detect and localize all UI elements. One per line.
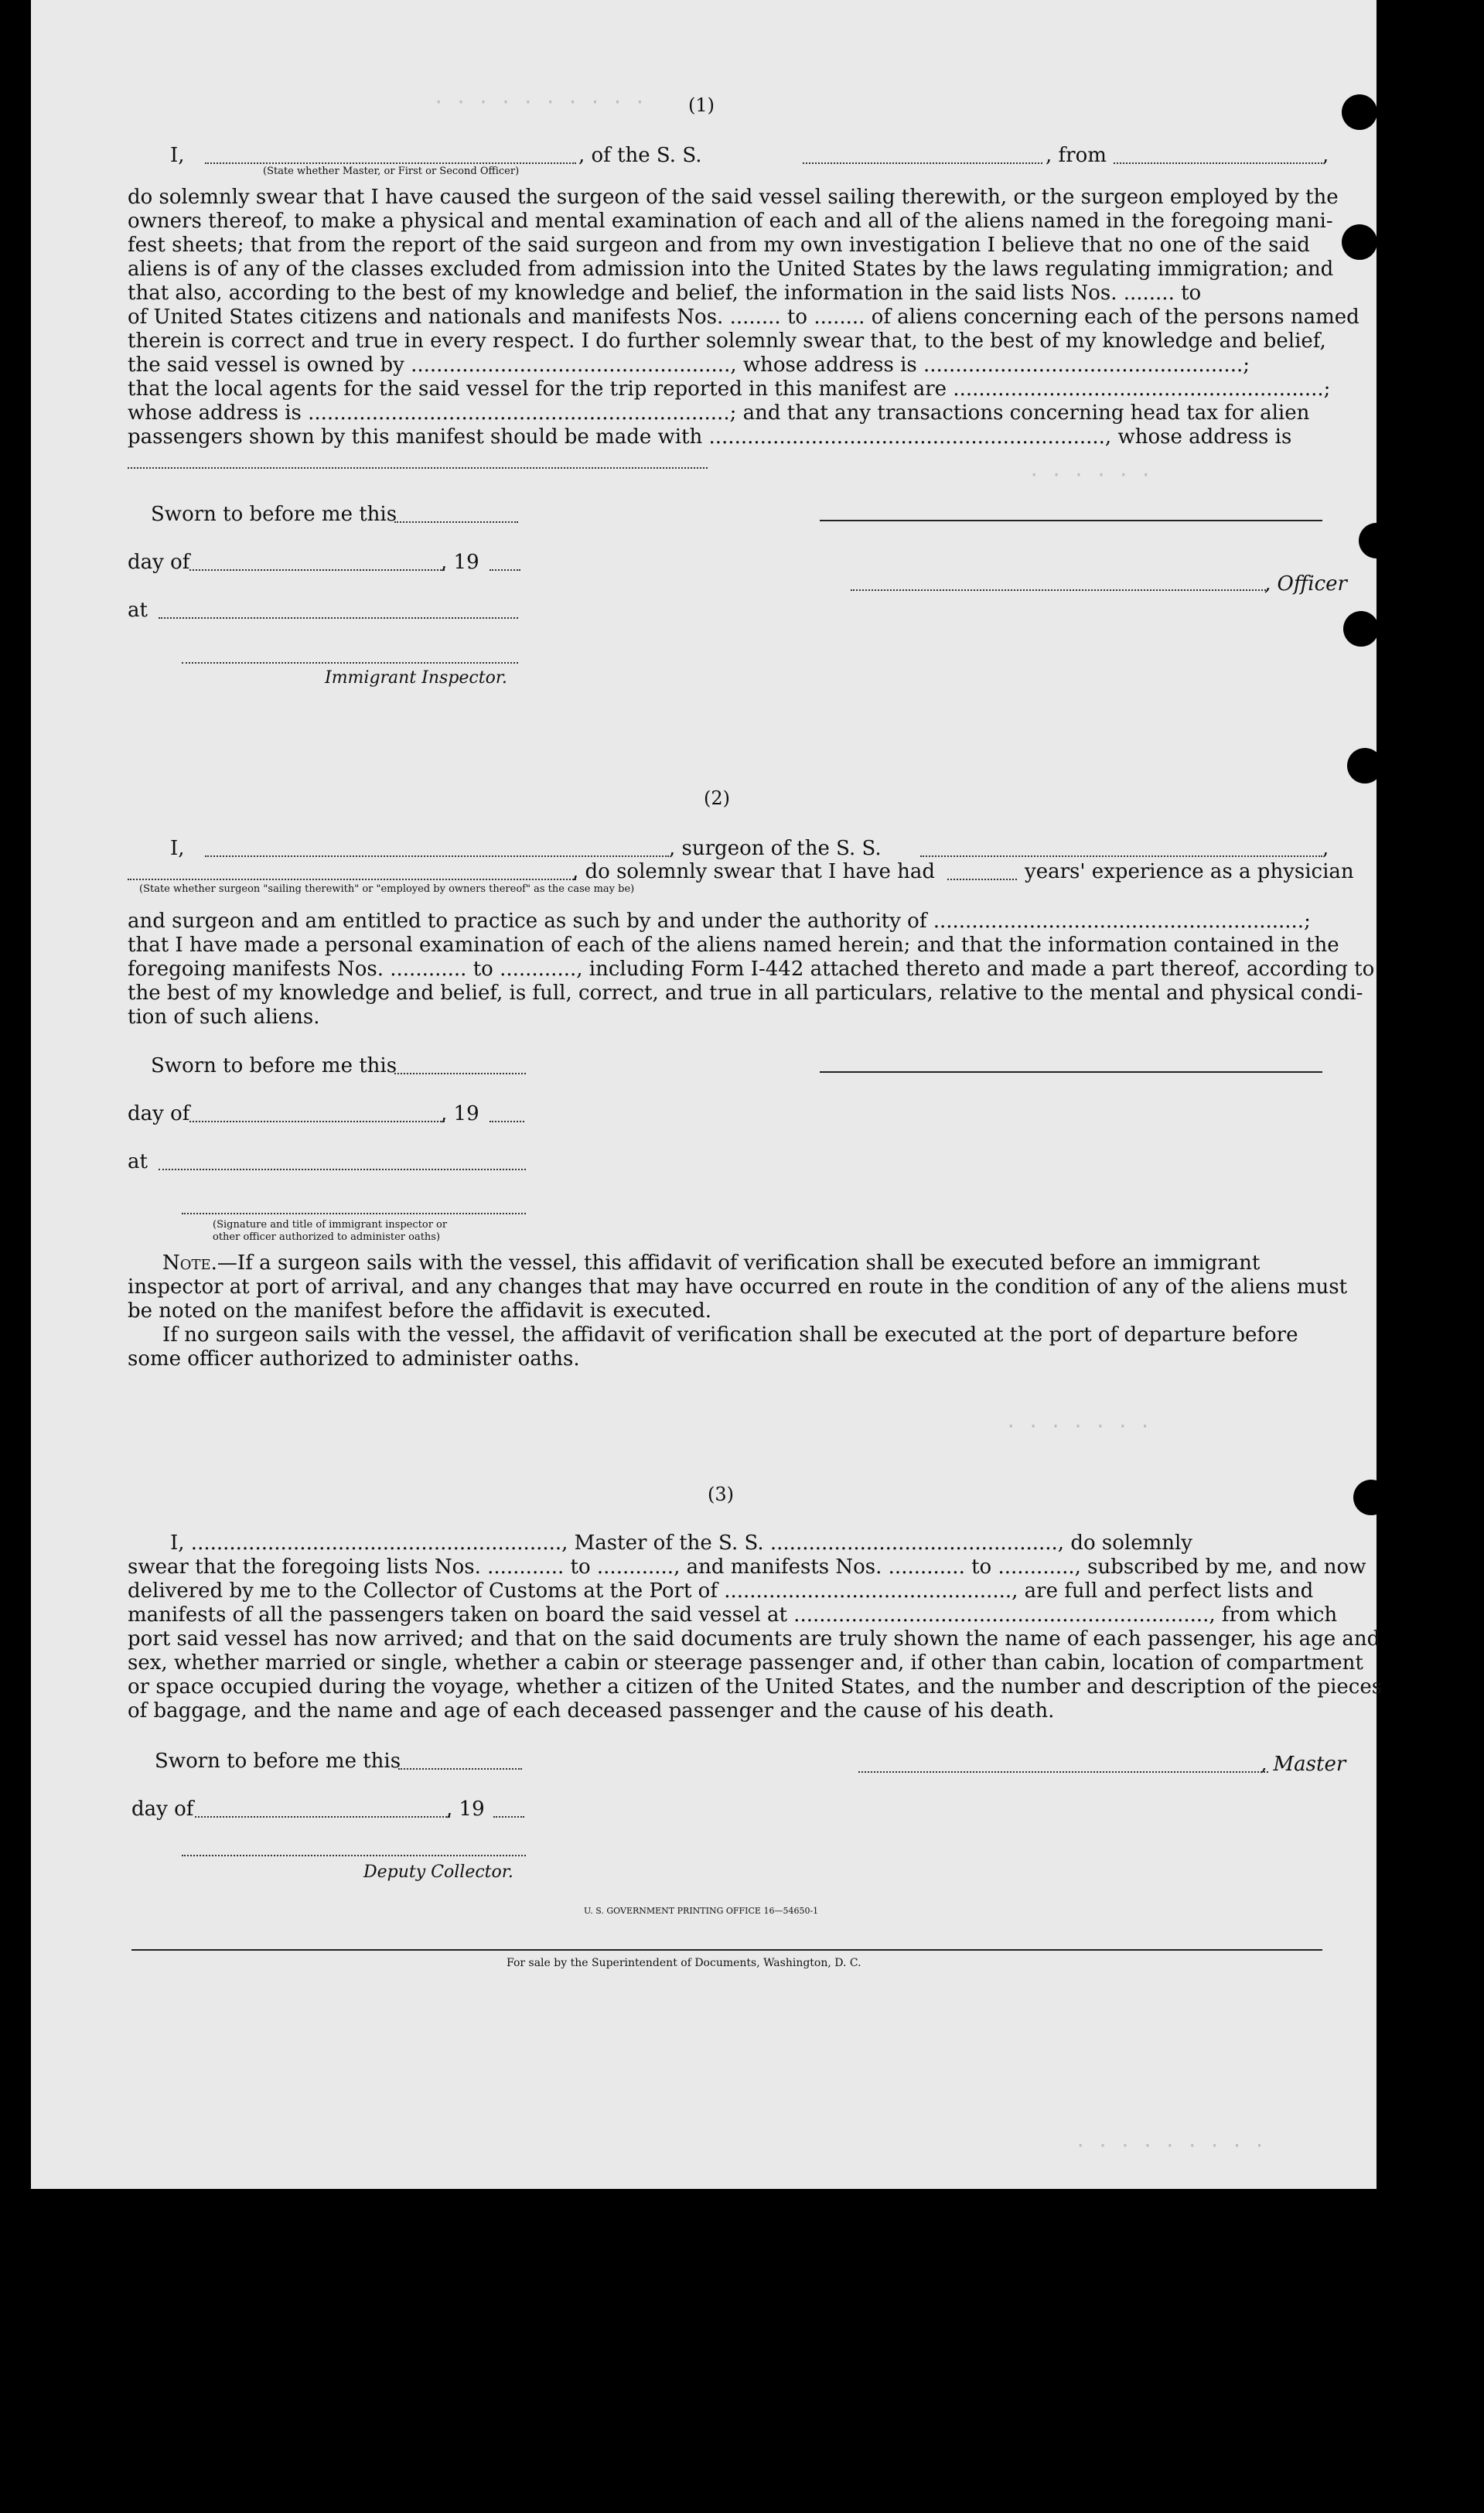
punch-hole — [1347, 748, 1383, 784]
year-label-2: , 19 — [441, 1102, 479, 1125]
section-1-body-line: aliens is of any of the classes excluded from admission into the United States by the laws regulating immigration; and — [128, 258, 1334, 281]
at-field-2[interactable] — [159, 1169, 526, 1170]
officer-label: , Officer — [1264, 572, 1347, 596]
note-line: be noted on the manifest before the affidavit is executed. — [128, 1299, 712, 1323]
surgeon-name-field[interactable] — [205, 855, 669, 857]
punch-hole — [1359, 523, 1394, 558]
section-1-line-i: I, — [170, 144, 185, 167]
section-1-body-line: of United States citizens and nationals and manifests Nos. ........ to ........ of aliens concerning each of the persons named — [128, 306, 1359, 329]
year-field[interactable] — [490, 569, 520, 571]
section-3-body-line: or space occupied during the voyage, whether a citizen of the United States, and the number and description of the pieces — [128, 1675, 1383, 1699]
section-1-line-end: , — [1322, 144, 1329, 167]
at-field[interactable] — [159, 617, 518, 619]
section-3-body-line: swear that the foregoing lists Nos. ............ to ............, and manifests Nos. ............ to ............, subscribed by me, and now — [128, 1555, 1366, 1579]
note-line: inspector at port of arrival, and any changes that may have occurred en route in the condition of any of the aliens must — [128, 1275, 1348, 1299]
day-of-field-3[interactable] — [195, 1816, 450, 1818]
section-1-body-line: fest sheets; that from the report of the said surgeon and from my own investigation I believe that no one of the said — [128, 234, 1310, 257]
section-2-line-i: I, — [170, 837, 185, 860]
section-3-body-line: delivered by me to the Collector of Customs at the Port of ............................................., are full and perfect lists and — [128, 1579, 1314, 1603]
signature-note-line-1: (Signature and title of immigrant inspector or — [213, 1219, 448, 1231]
section-1-body-line: passengers shown by this manifest should be made with .............................................................., whose address is — [128, 425, 1292, 449]
section-3-body-line: I, .........................................................., Master of the S. S. ............................................., do solemnly — [170, 1531, 1192, 1555]
section-2-line-ss: , surgeon of the S. S. — [669, 837, 882, 860]
gpo-imprint: U. S. GOVERNMENT PRINTING OFFICE 16—54650-1 — [584, 1906, 819, 1916]
section-1-body-line: that the local agents for the said vessel for the trip reported in this manifest are ..........................................................; — [128, 377, 1331, 401]
surgeon-status-note: (State whether surgeon "sailing therewith" or "employed by owners thereof" as the case may be) — [139, 883, 635, 895]
surgeon-status-field[interactable] — [128, 879, 576, 880]
officer-title-note: (State whether Master, or First or Second Officer) — [263, 166, 520, 177]
section-2-line-end: , — [1322, 837, 1329, 860]
section-1-line-from: , from — [1046, 144, 1107, 167]
note-line — [162, 1251, 1260, 1275]
at-label: at — [128, 599, 148, 622]
day-of-field-2[interactable] — [189, 1121, 445, 1122]
collector-label: Deputy Collector. — [363, 1863, 513, 1882]
year-label: , 19 — [441, 551, 479, 574]
note-line: some officer authorized to administer oaths. — [128, 1347, 580, 1371]
day-of-label-3: day of — [131, 1798, 194, 1821]
officer-signature-line[interactable] — [820, 520, 1322, 521]
section-2-body-line: foregoing manifests Nos. ............ to ............, including Form I-442 attached thereto and made a part thereof, according to — [128, 958, 1375, 981]
sale-notice: For sale by the Superintendent of Documents, Washington, D. C. — [507, 1957, 861, 1969]
section-1-line-ss: , of the S. S. — [578, 144, 702, 167]
scan-border — [0, 2189, 1484, 2513]
punch-hole — [1343, 611, 1379, 647]
section-3-body-line: manifests of all the passengers taken on board the said vessel at ................................................................., from which — [128, 1603, 1338, 1627]
administering-officer-signature-line[interactable] — [182, 1213, 526, 1214]
master-signature-line[interactable] — [858, 1771, 1268, 1773]
section-1-number: (1) — [688, 94, 715, 116]
note-line: If no surgeon sails with the vessel, the affidavit of verification shall be executed at the port of departure before — [162, 1323, 1298, 1347]
vessel-name-field[interactable] — [803, 162, 1042, 164]
inspector-label: Immigrant Inspector. — [325, 668, 507, 688]
inspector-signature-line[interactable] — [182, 662, 518, 664]
sworn-label-3: Sworn to before me this — [155, 1750, 401, 1773]
section-1-body-line: the said vessel is owned by .................................................., whose address is ..................................................; — [128, 353, 1250, 377]
day-of-field[interactable] — [189, 569, 445, 571]
signature-note-line-2: other officer authorized to administer oaths) — [213, 1231, 441, 1243]
section-1-body-line: therein is correct and true in every respect. I do further solemnly swear that, to the best of my knowledge and belief, — [128, 329, 1326, 353]
officer-title-field[interactable] — [205, 162, 576, 164]
punch-hole — [1353, 1480, 1389, 1515]
section-2-body-line: that I have made a personal examination of each of the aliens named herein; and that the information contained in the — [128, 934, 1339, 957]
year-field-2[interactable] — [490, 1121, 524, 1122]
sworn-label: Sworn to before me this — [151, 503, 397, 526]
sworn-label-2: Sworn to before me this — [151, 1054, 397, 1077]
sworn-date-field-2[interactable] — [394, 1073, 526, 1074]
at-label-2: at — [128, 1150, 148, 1173]
officer-title-line[interactable] — [851, 589, 1268, 591]
from-port-field[interactable] — [1114, 162, 1322, 164]
punch-hole — [1342, 94, 1377, 130]
years-experience-field[interactable] — [947, 879, 1017, 880]
year-label-3: , 19 — [446, 1798, 485, 1821]
section-2-number: (2) — [704, 787, 730, 809]
note-label: Note. — [162, 1251, 217, 1275]
section-2-body-line: the best of my knowledge and belief, is full, correct, and true in all particulars, relative to the mental and physical condi- — [128, 982, 1363, 1005]
agent-name-trailing-field[interactable] — [128, 467, 708, 469]
surgeon-vessel-field[interactable] — [920, 855, 1322, 857]
surgeon-signature-line[interactable] — [820, 1071, 1322, 1073]
section-3-number: (3) — [708, 1484, 734, 1505]
punch-hole — [1342, 224, 1377, 260]
section-3-body-line: sex, whether married or single, whether a cabin or steerage passenger and, if other than cabin, location of compartment — [128, 1651, 1363, 1675]
day-of-label: day of — [128, 551, 190, 574]
collector-signature-line[interactable] — [182, 1855, 526, 1856]
section-1-body-line: that also, according to the best of my knowledge and belief, the information in the said lists Nos. ........ to — [128, 282, 1202, 305]
day-of-label-2: day of — [128, 1102, 190, 1125]
section-2-line-years: years' experience as a physician — [1025, 860, 1354, 883]
master-label: , Master — [1261, 1753, 1346, 1776]
sworn-date-field[interactable] — [394, 521, 518, 523]
note-text: —If a surgeon sails with the vessel, this affidavit of verification shall be executed before an immigrant — [217, 1251, 1261, 1275]
document-page: · · · · · · · · · · · · · · · · · · · · · · · · · · · · · · · · (1) I, , of the S. S. , from , (State whether Master, or First or Second Officer) do solemnly swear that I have caused the surgeon of the said vessel sailing therewith, or the surgeon employed by the owners thereof, to make a physical and mental examination of each and all of the aliens named in the foregoing mani- fest sheets; that from the report of the said surgeon and from my own investigation I believe that no one of the said aliens is of any of the classes excluded from admission into the United States by the laws regulating immigration; and that also, according to the best of my knowledge and belief, the information in the said lists Nos. ........ to of United States citizens and nationals and manifests Nos. ........ to ........ of aliens concerning each of the persons named therein is correct and true in every respect. I do further solemnly swear that, to the best of my knowledge and belief, the said vessel is owned by .................................................., whose address is ..................................................; that the local agents for the said vessel for the trip reported in this manifest are ..........................................................; whose address is ..................................................................; and that any transactions concerning head tax for alien passengers shown by this manifest should be made with .............................................................., whose address is Sworn to before me this day of , 19 , Officer at Immigrant Inspector. (2) I, , surgeon of the S. S. , , do solemnly swear that I have had years' experience as a physician (State whether surgeon "sailing therewith" or "employed by owners thereof" as the case may be) and surgeon and am entitled to practice as such by and under the authority of ..........................................................; that I have made a personal examination of each of the aliens named herein; and that the information contained in the foregoing manifests Nos. ............ to ............, including Form I-442 attached thereto and made a part thereof, according to the best of my knowledge and belief, is full, correct, and true in all particulars, relative to the mental and physical condi- tion of such aliens. Sworn to before me this day of , 19 at (Signature and title of immigrant inspector or other officer authorized to administer oaths) Note.—If a surgeon sails with the vessel, this affidavit of verification shall be executed before an immigrant inspector at port of arrival, and any changes that may have occurred en route in the condition of any of the aliens must be noted on the manifest before the affidavit is executed. If no surgeon sails with the vessel, the affidavit of verification shall be executed at the port of departure before some officer authorized to administer oaths. (3) I, .........................................................., Master of the S. S. ............................................., do solemnly swear that the foregoing lists Nos. ............ to ............, and manifests Nos. ............ to ............, subscribed by me, and now delivered by me to the Collector of Customs at the Port of ............................................., are full and perfect lists and manifests of all the passengers taken on board the said vessel at ................................................................., from which port said vessel has now arrived; and that on the said documents are truly shown the name of each passenger, his age and sex, whether married or single, whether a cabin or steerage passenger and, if other than cabin, location of compartment or space occupied during the voyage, whether a citizen of the United States, and the number and description of the pieces of baggage, and the name and age of each deceased passenger and the cause of his death. Sworn to before me this , Master day of , 19 Deputy Collector. U. S. GOVERNMENT PRINTING OFFICE 16—54650-1 For sale by the Superintendent of Documents, Washington, D. C. — [31, 0, 1377, 2189]
section-1-body-line: do solemnly swear that I have caused the surgeon of the said vessel sailing therewith, or the surgeon employed by the — [128, 186, 1339, 209]
section-1-body-line: whose address is ..................................................................; and that any transactions concerning head tax for alien — [128, 401, 1310, 425]
section-2-body-line: tion of such aliens. — [128, 1006, 320, 1029]
section-3-body-line: port said vessel has now arrived; and that on the said documents are truly shown the name of each passenger, his age and — [128, 1627, 1380, 1651]
section-2-line-swear: , do solemnly swear that I have had — [572, 860, 936, 883]
sworn-date-field-3[interactable] — [398, 1768, 522, 1770]
year-field-3[interactable] — [493, 1816, 524, 1818]
punch-hole — [1382, 1678, 1417, 1714]
section-3-body-line: of baggage, and the name and age of each deceased passenger and the cause of his death. — [128, 1699, 1055, 1723]
section-1-body-line: owners thereof, to make a physical and mental examination of each and all of the aliens named in the foregoing mani- — [128, 210, 1333, 233]
section-2-body-line: and surgeon and am entitled to practice as such by and under the authority of ..........................................................; — [128, 910, 1311, 933]
footer-rule — [131, 1949, 1322, 1951]
